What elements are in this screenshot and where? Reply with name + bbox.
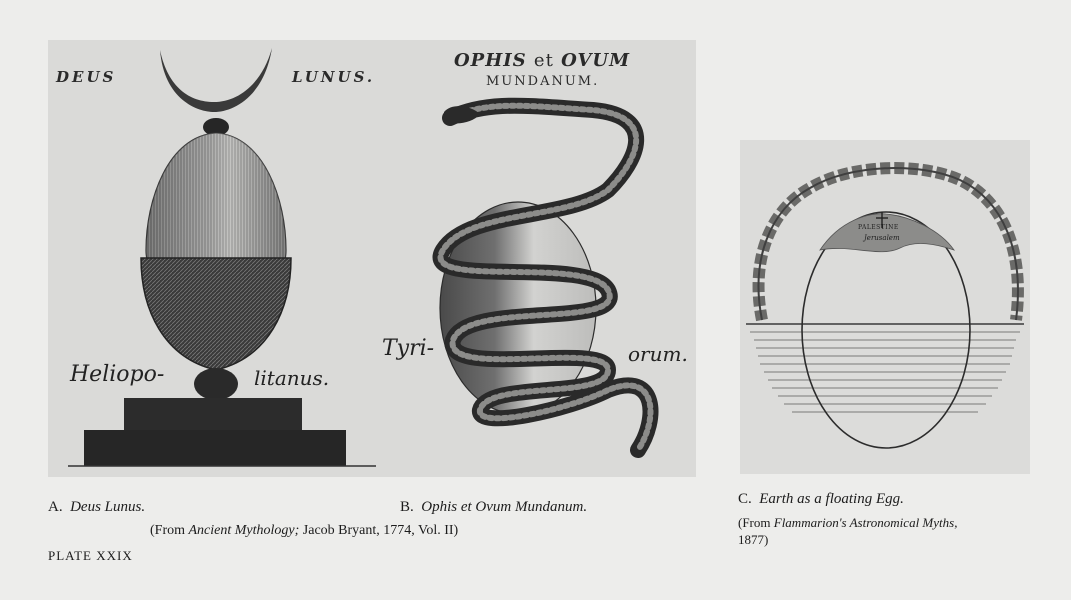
title-mundanum: MUNDANUM. <box>486 74 600 89</box>
title-deus: DEUS <box>56 68 117 86</box>
title-ophis-word: OPHIS <box>454 50 527 71</box>
crescent-moon <box>160 48 272 112</box>
caption-b-letter: B. <box>400 499 414 515</box>
caption-c-source-open: (From <box>738 515 774 530</box>
caption-ab-source-book: Ancient Mythology; <box>188 523 300 538</box>
inscription-orum: orum. <box>628 342 688 366</box>
engraving-deus-lunus-ophis <box>48 40 696 477</box>
floating-egg-artwork <box>740 140 1030 474</box>
caption-b <box>400 499 587 516</box>
land-mass <box>820 214 954 252</box>
title-ovum-word: OVUM <box>561 50 631 71</box>
basket-cup <box>141 258 291 370</box>
water-lines <box>746 324 1024 412</box>
map-label-jerusalem: Jerusalem <box>864 234 900 242</box>
stem-ball <box>194 368 238 400</box>
title-et-word: et <box>533 50 554 71</box>
caption-c <box>738 491 904 508</box>
engraving-artwork <box>48 40 696 477</box>
caption-ab-source-rest: Jacob Bryant, 1774, Vol. II) <box>299 523 459 538</box>
caption-b-title: Ophis et Ovum Mundanum. <box>421 499 588 515</box>
title-lunus: LUNUS. <box>292 68 376 86</box>
plate-number: PLATE XXIX <box>48 548 133 563</box>
caption-a <box>48 499 145 516</box>
title-ophis <box>454 50 630 71</box>
pedestal-top <box>124 398 302 432</box>
caption-a-letter: A. <box>48 499 63 515</box>
caption-c-letter: C. <box>738 491 752 507</box>
engraving-floating-egg <box>740 140 1030 474</box>
map-label-palestine: PALESTINE <box>858 224 899 231</box>
caption-a-title: Deus Lunus. <box>70 499 146 515</box>
caption-ab-source <box>150 523 458 539</box>
inscription-heliopo: Heliopo- <box>70 362 165 387</box>
caption-c-source-book: Flammarion's Astronomical Myths, <box>773 515 958 530</box>
inscription-litanus: litanus. <box>254 366 330 390</box>
pedestal-base <box>84 430 346 466</box>
caption-ab-source-open: (From <box>150 523 189 538</box>
caption-c-source <box>738 514 957 548</box>
caption-c-title: Earth as a floating Egg. <box>759 491 904 507</box>
caption-c-source-year: 1877) <box>738 532 769 547</box>
inscription-tyri: Tyri- <box>382 336 435 361</box>
